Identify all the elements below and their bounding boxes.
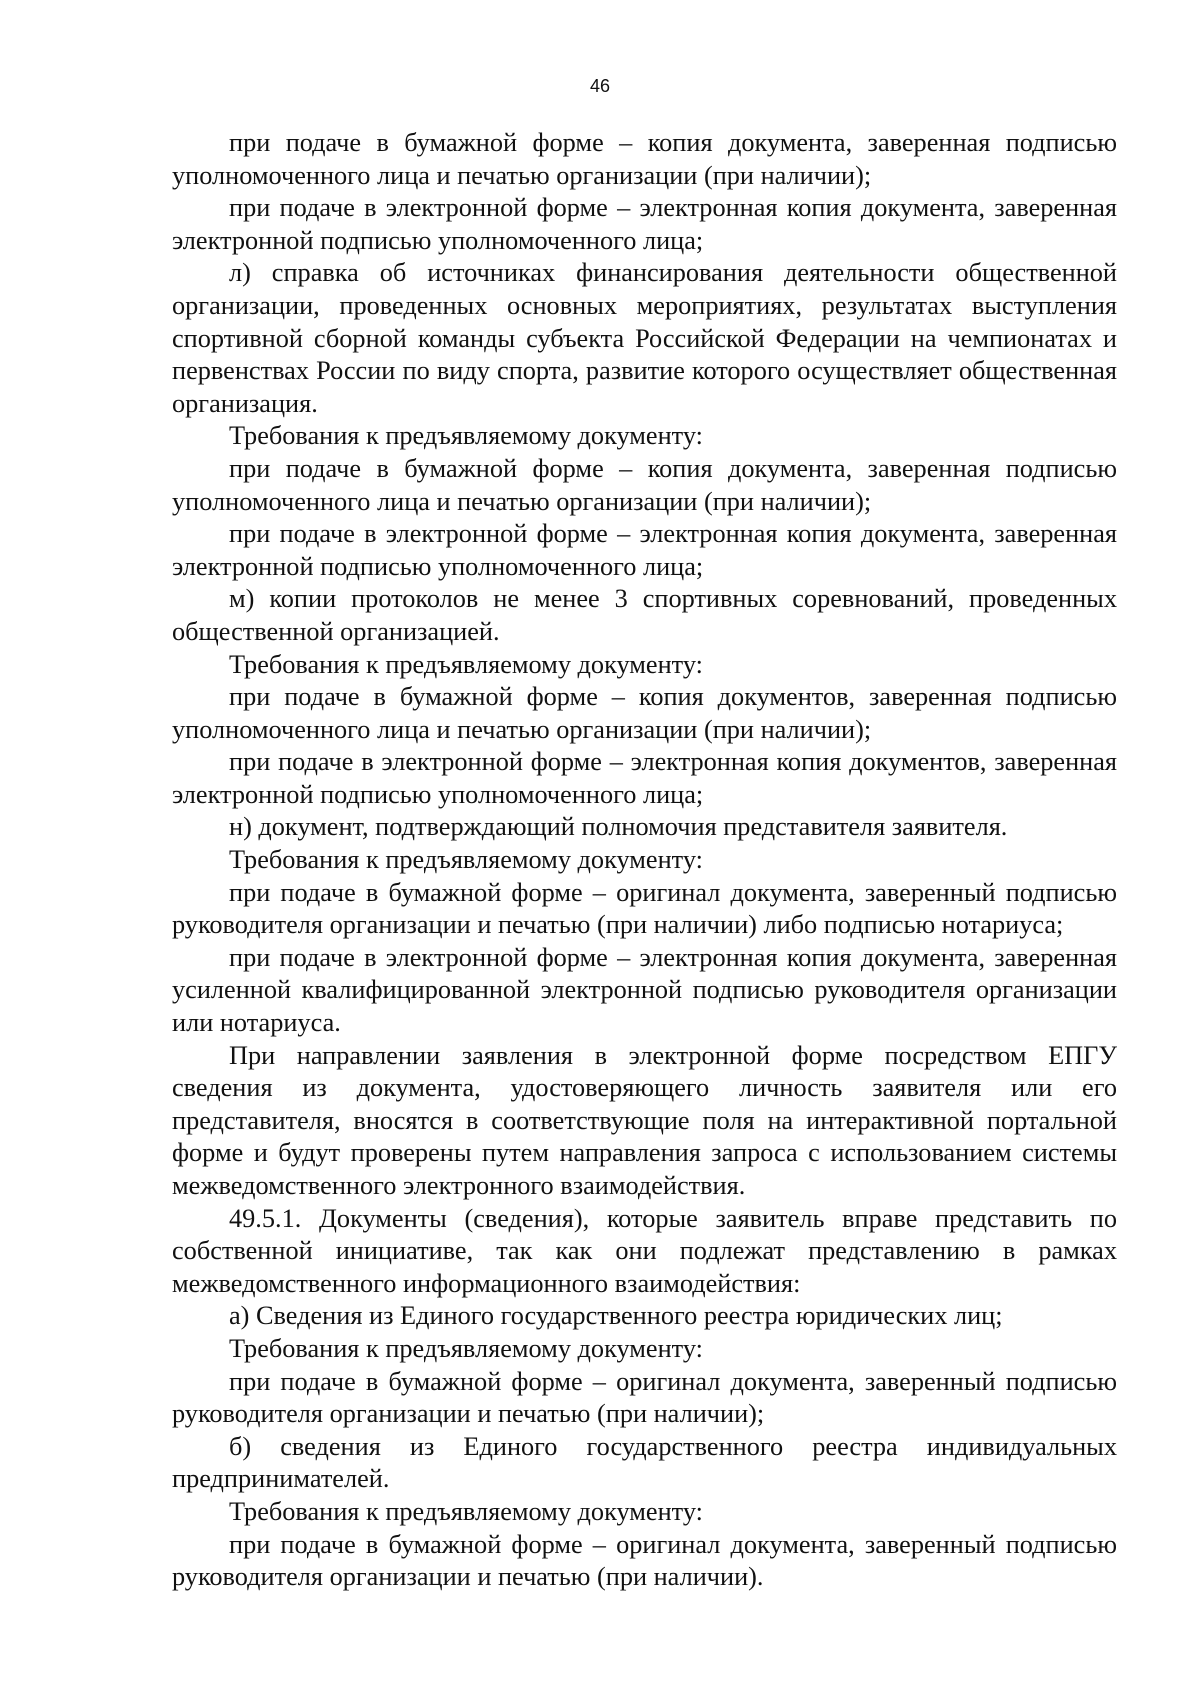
paragraph: при подаче в бумажной форме – копия документов, заверенная подписью уполномоченного лица и печатью организации (при наличии); — [172, 682, 1117, 744]
paragraph: а) Сведения из Единого государственного реестра юридических лиц; — [229, 1301, 1003, 1331]
paragraph: Требования к предъявляемому документу: — [229, 845, 703, 875]
paragraph: б) сведения из Единого государственного реестра индивидуальных предпринимателей. — [172, 1431, 1117, 1494]
paragraph: н) документ, подтверждающий полномочия представителя заявителя. — [229, 812, 1008, 842]
paragraph: при подаче в бумажной форме – копия документа, заверенная подписью уполномоченного лица и печатью организации (при наличии); — [172, 128, 1117, 190]
paragraph: м) копии протоколов не менее 3 спортивных соревнований, проведенных общественной организацией. — [172, 584, 1117, 646]
paragraph: 49.5.1. Документы (сведения), которые заявитель вправе представить по собственной инициативе, так как они подлежат представлению в рамках межведомственного информационного взаимодействия: — [172, 1203, 1117, 1298]
paragraph: Требования к предъявляемому документу: — [229, 1333, 703, 1363]
document-body — [172, 127, 1117, 1594]
paragraph: При направлении заявления в электронной форме посредством ЕПГУ сведения из документа, удостоверяющего личность заявителя или его представителя, вносятся в соответствующие поля на интерактивной портальной форме и будут проверены путем направления запроса с использованием системы межведомственного электронного взаимодействия. — [172, 1040, 1117, 1200]
paragraph: при подаче в электронной форме – электронная копия документа, заверенная электронной подписью уполномоченного лица; — [172, 519, 1117, 581]
page-number: 46 — [589, 76, 611, 96]
paragraph: при подаче в электронной форме – электронная копия документов, заверенная электронной подписью уполномоченного лица; — [172, 747, 1117, 809]
paragraph: Требования к предъявляемому документу: — [229, 421, 703, 451]
paragraph: Требования к предъявляемому документу: — [229, 649, 703, 679]
paragraph: при подаче в бумажной форме – копия документа, заверенная подписью уполномоченного лица и печатью организации (при наличии); — [172, 453, 1117, 516]
paragraph: при подаче в бумажной форме – оригинал документа, заверенный подписью руководителя организации и печатью (при наличии) либо подписью нотариуса; — [172, 877, 1117, 940]
paragraph: Требования к предъявляемому документу: — [229, 1496, 703, 1526]
paragraph: при подаче в электронной форме – электронная копия документа, заверенная электронной подписью уполномоченного лица; — [172, 193, 1117, 255]
paragraph: при подаче в бумажной форме – оригинал документа, заверенный подписью руководителя организации и печатью (при наличии); — [172, 1366, 1117, 1429]
paragraph: при подаче в электронной форме – электронная копия документа, заверенная усиленной квалифицированной электронной подписью руководителя организации или нотариуса. — [172, 942, 1117, 1038]
paragraph: л) справка об источниках финансирования деятельности общественной организации, проведенных основных мероприятиях, результатах выступления спортивной сборной команды субъекта Российской Федерации на чемпионатах и первенствах России по виду спорта, развитие которого осуществляет общественная организация. — [172, 258, 1117, 418]
paragraph: при подаче в бумажной форме – оригинал документа, заверенный подписью руководителя организации и печатью (при наличии). — [172, 1529, 1117, 1592]
